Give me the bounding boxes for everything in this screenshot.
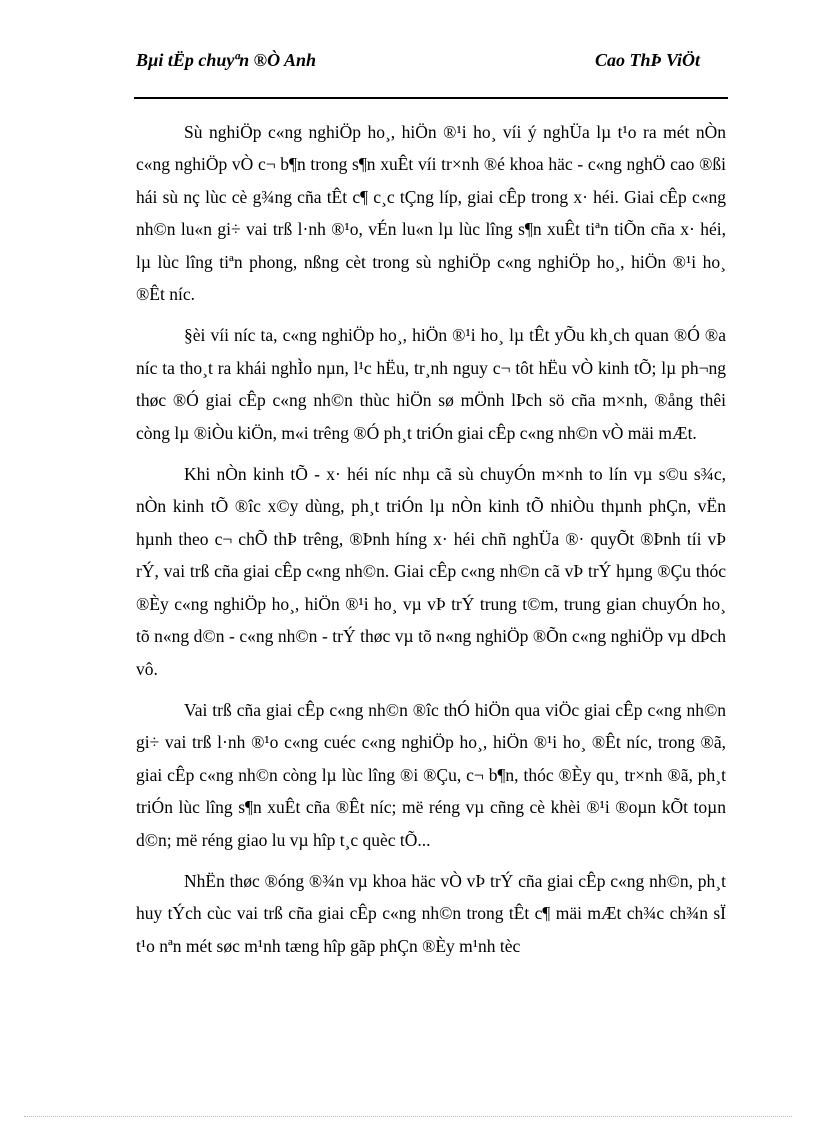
page-bottom-divider (24, 1116, 792, 1117)
paragraph: Sù nghiÖp c«ng nghiÖp ho¸, hiÖn ®¹i ho¸ víi ý nghÜa lµ t¹o ra mét nÒn c«ng nghiÖp vÒ c¬ b¶n trong s¶n xuÊt víi tr×nh ®é khoa häc - c«ng nghÖ cao ®ßi hái sù nç lùc cè g¾ng cña tÊt c¶ c¸c tÇng líp, giai cÊp trong x· héi. Giai cÊp c«ng nh©n lu«n gi÷ vai trß l·nh ®¹o, vÉn lu«n lµ lùc lîng s¶n xuÊt tiªn tiÕn cña x· héi, lµ lùc lîng tiªn phong, nßng cèt trong sù nghiÖp c«ng nghiÖp ho¸, hiÖn ®¹i ho¸ ®Êt níc. (136, 122, 726, 305)
paragraph: Vai trß cña giai cÊp c«ng nh©n ®îc thÓ hiÖn qua viÖc giai cÊp c«ng nh©n gi÷ vai trß l·nh ®¹o c«ng cuéc c«ng nghiÖp ho¸, hiÖn ®¹i ho¸ ®Êt níc, trong ®ã, giai cÊp c«ng nh©n còng lµ lùc lîng ®i ®Çu, c¬ b¶n, thóc ®Èy qu¸ tr×nh ®ã, ph¸t triÓn lùc lîng s¶n xuÊt cña ®Êt níc; më réng vµ cñng cè khèi ®¹i ®oµn kÕt toµn d©n; më réng giao lu vµ hîp t¸c quèc tÕ... (136, 699, 726, 850)
paragraph: §èi víi níc ta, c«ng nghiÖp ho¸, hiÖn ®¹i ho¸ lµ tÊt yÕu kh¸ch quan ®Ó ®a níc ta tho¸t ra khái nghÌo nµn, l¹c hËu, tr¸nh nguy c¬ tôt hËu vÒ kinh tÕ; lµ ph¬ng thøc ®Ó giai cÊp c«ng nh©n thùc hiÖn sø mÖnh lÞch sö cña m×nh, ®ång thêi còng lµ ®iÒu kiÖn, m«i trêng ®Ó ph¸t triÓn giai cÊp c«ng nh©n vÒ mäi mÆt. (136, 325, 726, 443)
paragraph: NhËn thøc ®óng ®¾n vµ khoa häc vÒ vÞ trÝ cña giai cÊp c«ng nh©n, ph¸t huy tÝch cùc vai trß cña giai cÊp c«ng nh©n trong tÊt c¶ mäi mÆt ch¾c ch¾n sÏ t¹o nªn mét søc m¹nh tæng hîp gãp phÇn ®Èy m¹nh tèc (136, 870, 726, 956)
header-left-title: Bµi tËp chuyªn ®Ò Anh (136, 50, 316, 70)
paragraph: Khi nÒn kinh tÕ - x· héi níc nhµ cã sù chuyÓn m×nh to lín vµ s©u s¾c, nÒn kinh tÕ ®îc x©y dùng, ph¸t triÓn lµ nÒn kinh tÕ nhiÒu thµnh phÇn, vËn hµnh theo c¬ chÕ thÞ trêng, ®Þnh híng x· héi chñ nghÜa ®· quyÕt ®Þnh tíi vÞ rÝ, vai trß cña giai cÊp c«ng nh©n. Giai cÊp c«ng nh©n cã vÞ trÝ hµng ®Çu thóc ®Èy c«ng nghiÖp ho¸, hiÖn ®¹i ho¸ vµ vÞ trÝ trung t©m, trung gian chuyÓn ho¸ tõ n«ng d©n - c«ng nh©n - trÝ thøc vµ tõ n«ng nghiÖp ®Õn c«ng nghiÖp vµ dÞch vô. (136, 464, 726, 679)
header-author: Cao ThÞ ViÖt (594, 50, 700, 70)
document-body (136, 116, 726, 971)
header-rule (134, 97, 728, 99)
